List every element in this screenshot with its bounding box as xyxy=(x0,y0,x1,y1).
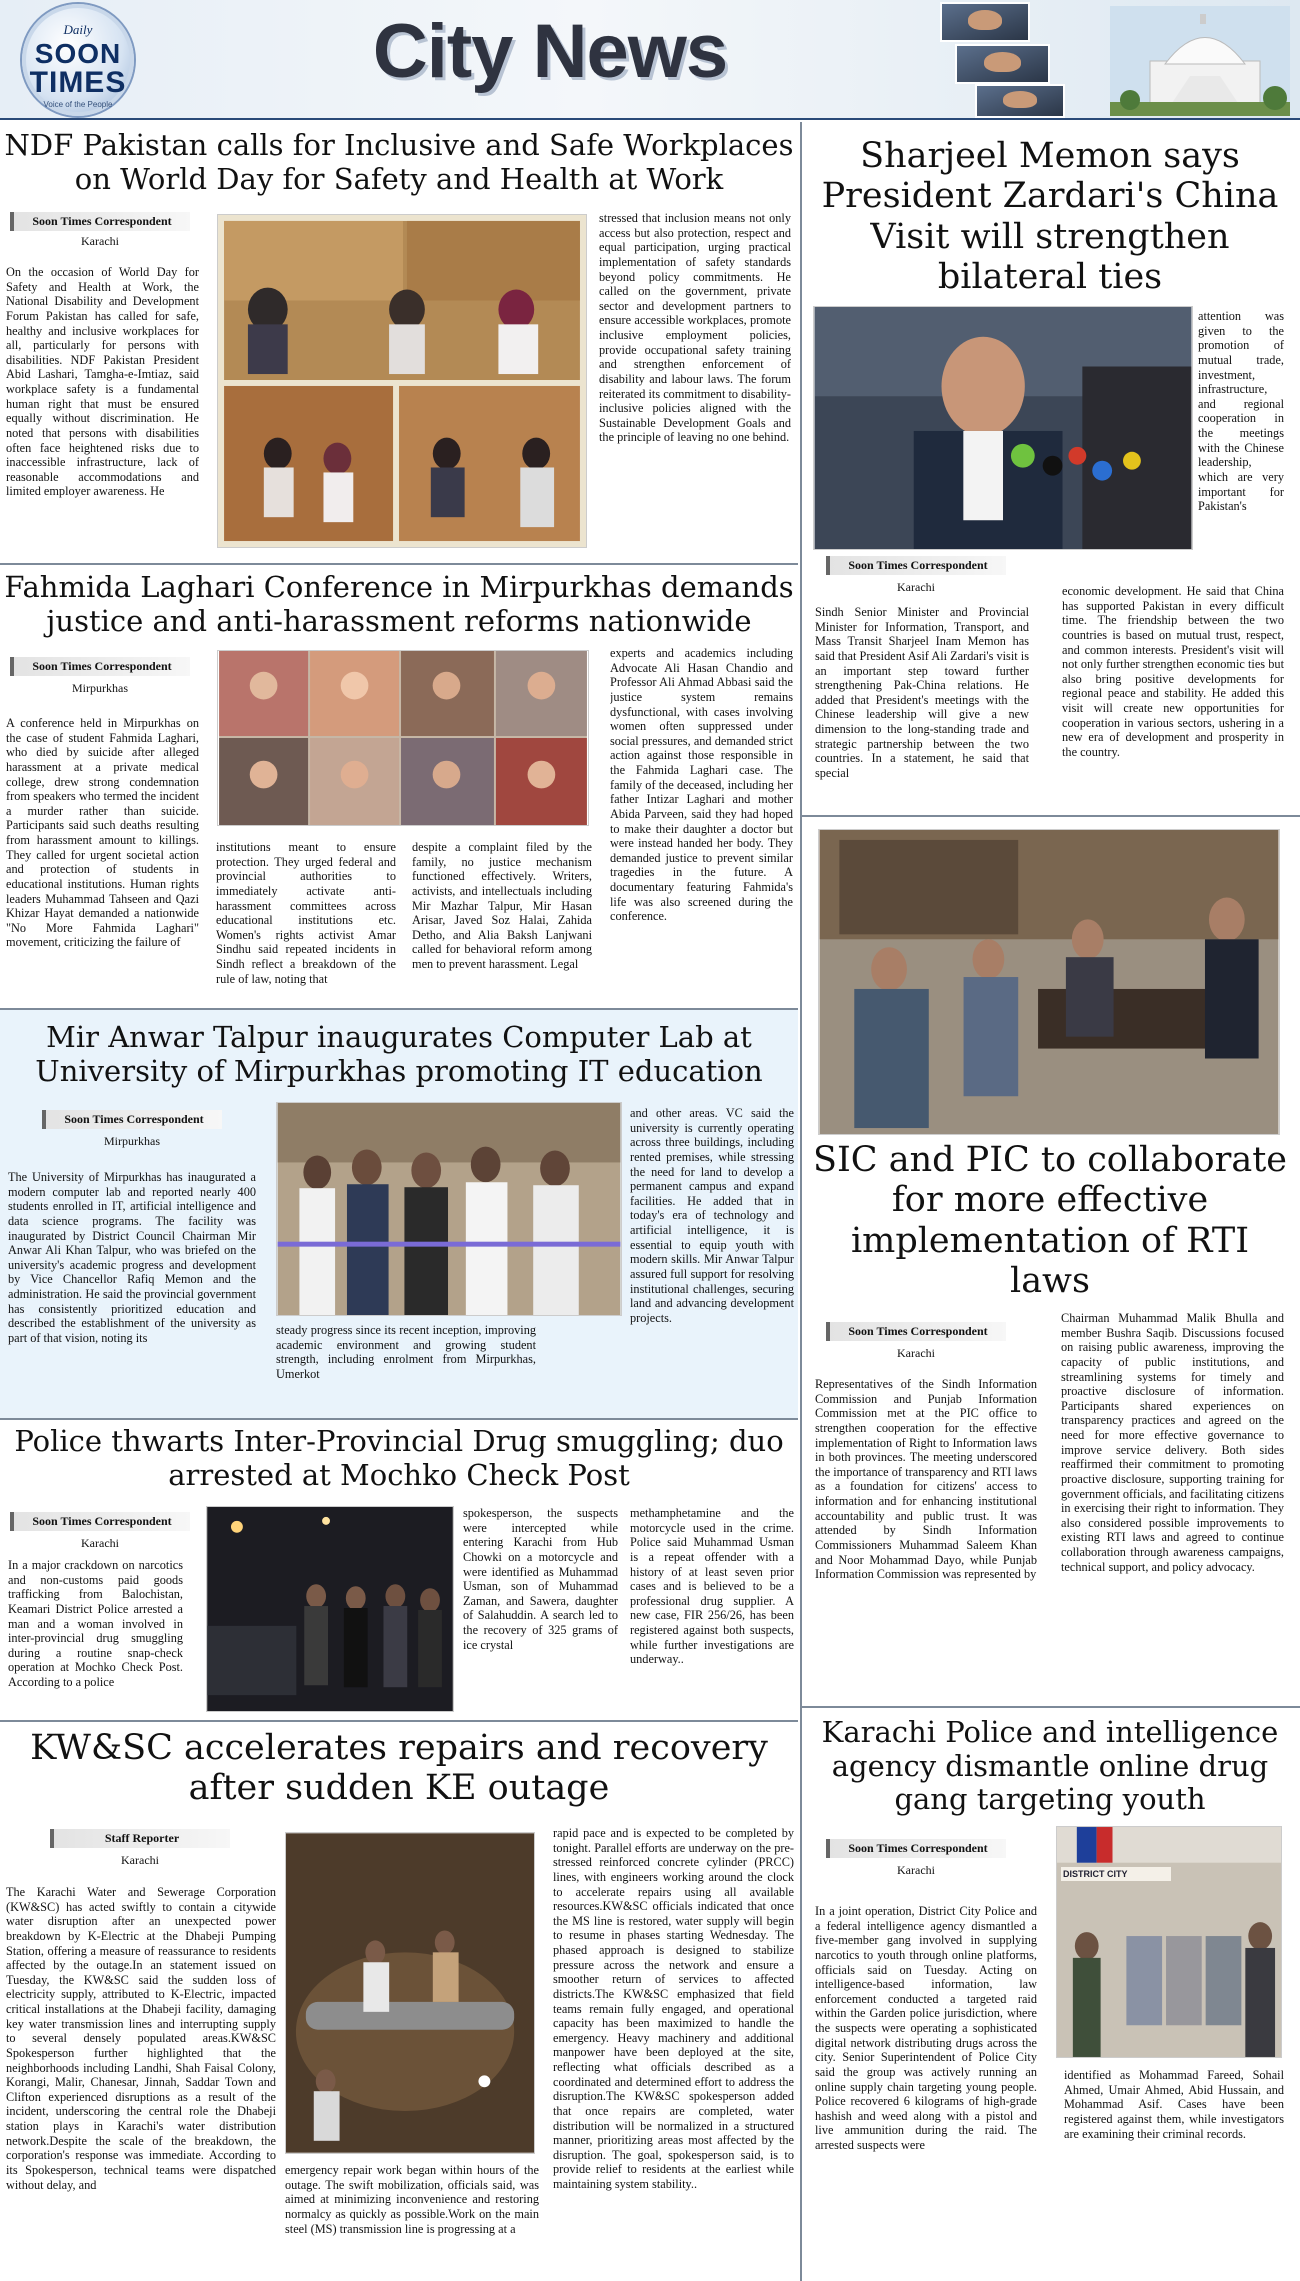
kwsc-body-col3: rapid pace and is expected to be completed by tonight. Parallel efforts are underway on the pre-stressed reinforced concrete cylinder (PRCC) lines, with engineers working around the clock to accelerate repairs using all available resources.KW&SC officials indicated that once the MS line is restored, water supply will begin to resume in phases starting Wednesday. The phased approach is designed to stabilize pressure across the network and ensure a smoother return of services to affected districts.The KW&SC emphasized that field teams remain fully engaged, and operational capacity has been maximized to handle the emergency. Heavy machinery and additional manpower have been deployed at the site, reflecting what officials described as a coordinated and determined effort to address the disruption.The KW&SC spokesperson added that once repairs are completed, water distribution will be normalized in a structured manner, prioritizing areas most affected by the disruption. The goal, spokesperson said, is to provide relief to residents at the earliest while maintaining system stability.. xyxy=(553,1826,794,2191)
sic-body-col2: Chairman Muhammad Malik Bhulla and member Bushra Saqib. Discussions focused on raising public awareness, improving the capacity of public institutions, and streamlining systems for timely and proactive disclosure of information. Participants shared experiences on transparency practices and agreed on the need for more effective governance to improve service delivery. Both sides reaffirmed their commitment to promoting proactive disclosure, supporting training for government officials, and facilitating citizens in exercising their right to information. They also considered possible improvements to existing RTI laws and agreed to continue collaboration through awareness campaigns, technical support, and policy advocacy. xyxy=(1061,1311,1284,1574)
ndf-photo-collage xyxy=(217,214,587,548)
sharjeel-location: Karachi xyxy=(897,580,935,594)
kwsc-location: Karachi xyxy=(121,1853,159,1867)
section-rule xyxy=(0,563,798,565)
section-rule xyxy=(802,1706,1300,1708)
kwsc-body-col1: The Karachi Water and Sewerage Corporation (KW&SC) has acted swiftly to contain a citywide water disruption after an unexpected power breakdown by K-Electric at the Dhabeji Pumping Station, offering a measure of reassurance to residents affected by the outage.In an statement issued on Tuesday, the KW&SC said the sudden loss of electricity supply, attributed to K-Electric, impacted critical installations at the Dhabeji facility, damaging key water transmission lines and interrupting supply to several densely populated areas.KW&SC Spokesperson further highlighted that the neighborhoods including Landhi, Shah Faisal Colony, Korangi, Malir, Chanesar, Jinnah, Saddar Town and Clifton experienced disruptions as a result of the incident, underscoring the central role the Dhabeji station plays in Karachi's water distribution network.Despite the scale of the breakdown, the corporation's response was immediate. According to its Spokesperson, technical teams were dispatched without delay, and xyxy=(6,1885,276,2192)
sic-photo xyxy=(818,829,1280,1135)
logo-tagline: Voice of the People xyxy=(43,100,113,109)
kwsc-byline: Staff Reporter xyxy=(50,1829,230,1848)
sic-body-col1: Representatives of the Sindh Information Commission and Punjab Information Commission met at the PIC office to strengthen cooperation for the effective implementation of Right to Information laws in both provinces. The meeting underscored the importance of transparency and RTI laws as a foundation for citizens' access to information and for enhancing institutional accountability and public trust. It was attended by Sindh Information Commissioners Muhammad Saleem Khan and Noor Mohammad Dayo, while Punjab Information Commission was represented by xyxy=(815,1377,1037,1582)
fahmida-headline[interactable]: Fahmida Laghari Conference in Mirpurkhas demands justice and anti-harassment reforms nationwide xyxy=(4,570,794,639)
karachi-police-photo xyxy=(1056,1826,1282,2058)
karachi-police-body-col2: identified as Mohammad Fareed, Sohail Ahmed, Umair Ahmed, Abid Hussain, and Mohammad Asif. Cases have been registered against them, while investigators are examining their criminal records. xyxy=(1064,2068,1284,2141)
sharjeel-body-col1: Sindh Senior Minister and Provincial Minister for Information, Transport, and Mass Transit Sharjeel Inam Memon has said that President Asif Ali Zardari's visit is an important step toward further strengthening Pak-China relations. He added that President's meetings with the Chinese leadership will give a new dimension to the long-standing trade and strategic partnership between the two countries. In a statement, he said that special xyxy=(815,605,1029,780)
mausoleum-illustration xyxy=(1110,6,1290,116)
ndf-body-col2: stressed that inclusion means not only access but also protection, respect and equal participation, urging practical implementation of safety standards beyond policy commitments. He called on the government, private sector and development partners to ensure accessible workplaces, promote inclusive employment policies, provide occupational safety training and strengthen enforcement of disability and labour laws. The forum reiterated its commitment to disability-inclusive policies aligned with the Sustainable Development Goals and the principle of leaving no one behind. xyxy=(599,211,791,445)
sharjeel-body-col2a: attention was given to the promotion of mutual trade, investment, infrastructure, and regional cooperation in the meetings with the Chinese leadership, which are very important for Pakistan's xyxy=(1198,309,1284,514)
police-drug-body-col1: In a major crackdown on narcotics and non-customs paid goods trafficking from Balochistan, Keamari District Police arrested a man and a woman involved in inter-provincial drug smuggling during a routine snap-check operation at Mochko Check Post. According to a police xyxy=(8,1558,183,1689)
talpur-headline[interactable]: Mir Anwar Talpur inaugurates Computer Lab at University of Mirpurkhas promoting IT education xyxy=(35,1020,763,1089)
fahmida-body-col1: A conference held in Mirpurkhas on the case of student Fahmida Laghari, who died by suicide after alleged harassment at a private medical college, drew strong condemnation from speakers who termed the incident a murder rather than suicide. Participants said such deaths resulting from harassment amount to killings. They called for urgent societal action and protection of students in educational institutions. Human rights leaders Muhammad Tahseen and Qazi Khizar Hayat demanded a nationwide "No More Fahmida Laghari" movement, criticizing the failure of xyxy=(6,716,199,950)
sharjeel-headline[interactable]: Sharjeel Memon says President Zardari's China Visit will strengthen bilateral ties xyxy=(821,136,1279,297)
logo-daily: Daily xyxy=(63,22,93,37)
police-drug-photo xyxy=(206,1506,454,1712)
police-drug-byline: Soon Times Correspondent xyxy=(10,1512,190,1531)
talpur-body-col3: and other areas. VC said the university is currently operating across three buildings, including rented premises, while stressing the need for land to develop a permanent campus and expand facilities. He added that in today's era of technology and artificial intelligence, it is essential to equip youth with modern skills. Mir Anwar Talpur assured full support for resolving institutional challenges, securing land and advancing development projects. xyxy=(630,1106,794,1325)
kwsc-body-col2: emergency repair work began within hours of the outage. The swift mobilization, officials said, was aimed at minimizing inconvenience and restoring normalcy as quickly as possible.Work on the main steel (MS) transmission line is progressing at a xyxy=(285,2163,539,2236)
masthead-photo xyxy=(940,2,1030,42)
soon-times-logo[interactable] xyxy=(22,4,134,116)
sharjeel-body-col2b: economic development. He said that China has supported Pakistan in every difficult time. The friendship between the two countries is based on mutual trust, respect, and common interests. President's visit will not only further strengthen economic ties but also bring positive developments for regional peace and stability. He added this visit will create new opportunities for cooperation in various sectors, ushering in a new era of development and prosperity in the country. xyxy=(1062,584,1284,759)
talpur-body-col2: steady progress since its recent inception, improving academic environment and growing student strength, including enrolment from Mirpurkhas, Umerkot xyxy=(276,1323,536,1381)
police-drug-headline[interactable]: Police thwarts Inter-Provincial Drug smuggling; duo arrested at Mochko Check Post xyxy=(14,1424,784,1493)
section-rule xyxy=(802,815,1300,817)
sic-byline: Soon Times Correspondent xyxy=(826,1322,1006,1341)
fahmida-photo-collage xyxy=(217,650,589,826)
karachi-police-headline[interactable]: Karachi Police and intelligence agency dismantle online drug gang targeting youth xyxy=(821,1715,1279,1817)
logo-soon: SOON xyxy=(34,38,122,69)
fahmida-byline: Soon Times Correspondent xyxy=(10,657,190,676)
karachi-police-body-col1: In a joint operation, District City Police and a federal intelligence agency dismantled a five-member gang involved in supplying narcotics to youth through online platforms, officials said on Tuesday. Acting on intelligence-based information, law enforcement conducted a targeted raid within the Garden police jurisdiction, where the suspects were operating a sophisticated digital network distributing drugs across the city. Senior Superintendent of Police City said the group was actively running an online supply chain targeting young people. Police recovered 6 kilograms of high-grade hashish and weed along with a pistol and live ammunition during the raid. The arrested suspects were xyxy=(815,1904,1037,2152)
fahmida-body-col3: despite a complaint filed by the family, no justice mechanism functioned effectively. Writers, activists, and intellectuals including Mir Mazhar Talpur, Mir Hasan Arisar, Javed Soz Halai, Zahida Detho, and Alia Baksh Lanjwani called for behavioral reform among men to prevent harassment. Legal xyxy=(412,840,592,971)
masthead-photo xyxy=(955,44,1050,84)
section-title: City News xyxy=(372,9,728,94)
masthead-photo xyxy=(975,84,1065,118)
sic-location: Karachi xyxy=(897,1346,935,1360)
sharjeel-photo xyxy=(813,306,1193,550)
section-rule xyxy=(0,1418,798,1420)
talpur-photo xyxy=(276,1102,622,1316)
ndf-byline: Soon Times Correspondent xyxy=(10,212,190,231)
fahmida-body-col4: experts and academics including Advocate Ali Hasan Chandio and Professor Ali Ahmad Abbasi said the justice system remains dysfunctional, with cases involving women often suppressed under social pressures, and demanded strict action against those responsible in the Fahmida Laghari case. The family of the deceased, including her father Intizar Laghari and mother Abida Parveen, said they had hoped to make their daughter a doctor but were instead handed her body. They demanded justice to prevent similar tragedies in the future. A documentary featuring Fahmida's life was also screened during the conference. xyxy=(610,646,793,924)
sic-headline[interactable]: SIC and PIC to collaborate for more effective implementation of RTI laws xyxy=(813,1140,1287,1301)
column-divider xyxy=(800,122,802,2281)
karachi-police-byline: Soon Times Correspondent xyxy=(826,1839,1006,1858)
police-station-sign: DISTRICT CITY xyxy=(1061,1867,1171,1881)
kwsc-photo xyxy=(285,1832,535,2154)
police-drug-body-col3: methamphetamine and the motorcycle used in the crime. Police said Muhammad Usman is a repeat offender with a history of at least seven prior cases and is believed to be a professional drug supplier. A new case, FIR 256/26, has been registered against both suspects, while further investigations are underway.. xyxy=(630,1506,794,1667)
police-drug-body-col2: spokesperson, the suspects were intercepted while entering Karachi from Hub Chowki on a motorcycle and were identified as Muhammad Usman, son of Muhammad Zaman, and Sawera, daughter of Salahuddin. A search led to the recovery of 325 grams of ice crystal xyxy=(463,1506,618,1652)
fahmida-body-col2: institutions meant to ensure protection. They urged federal and provincial authorities to immediately activate anti-harassment committees across educational institutions etc. Women's rights activist Amar Sindhu said repeated incidents in Sindh reflect a breakdown of the rule of law, noting that xyxy=(216,840,396,986)
talpur-body-col1: The University of Mirpurkhas has inaugurated a modern computer lab and reported nearly 400 students enrolled in IT, artificial intelligence and data science programs. The facility was inaugurated by District Council Chairman Mir Anwar Ali Khan Talpur, who was briefed on the university's academic progress and development by Vice Chancellor Rafiq Memon and the administration. He said the provincial government has consistently prioritized education and described the establishment of the university as part of that vision, noting its xyxy=(8,1170,256,1345)
kwsc-headline[interactable]: KW&SC accelerates repairs and recovery after sudden KE outage xyxy=(30,1728,768,1809)
ndf-body-col1: On the occasion of World Day for Safety and Health at Work, the National Disability and Development Forum Pakistan has called for safe, healthy and inclusive workplaces for all, particularly for persons with disabilities. NDF Pakistan President Abid Lashari, Tamgha-e-Imtiaz, said workplace safety is a fundamental human right that must be ensured equally without discrimination. He noted that persons with disabilities often face heightened risks due to inaccessible infrastructure, lack of reasonable accommodations and limited employer awareness. He xyxy=(6,265,199,499)
karachi-police-location: Karachi xyxy=(897,1863,935,1877)
sharjeel-byline: Soon Times Correspondent xyxy=(826,556,1006,575)
talpur-location: Mirpurkhas xyxy=(104,1134,160,1148)
fahmida-location: Mirpurkhas xyxy=(72,681,128,695)
logo-times: TIMES xyxy=(29,66,127,99)
section-rule xyxy=(0,1720,798,1722)
ndf-location: Karachi xyxy=(81,234,119,248)
talpur-byline: Soon Times Correspondent xyxy=(42,1110,222,1129)
masthead xyxy=(0,0,1300,120)
ndf-headline[interactable]: NDF Pakistan calls for Inclusive and Safe Workplaces on World Day for Safety and Health at Work xyxy=(4,128,794,197)
police-drug-location: Karachi xyxy=(81,1536,119,1550)
